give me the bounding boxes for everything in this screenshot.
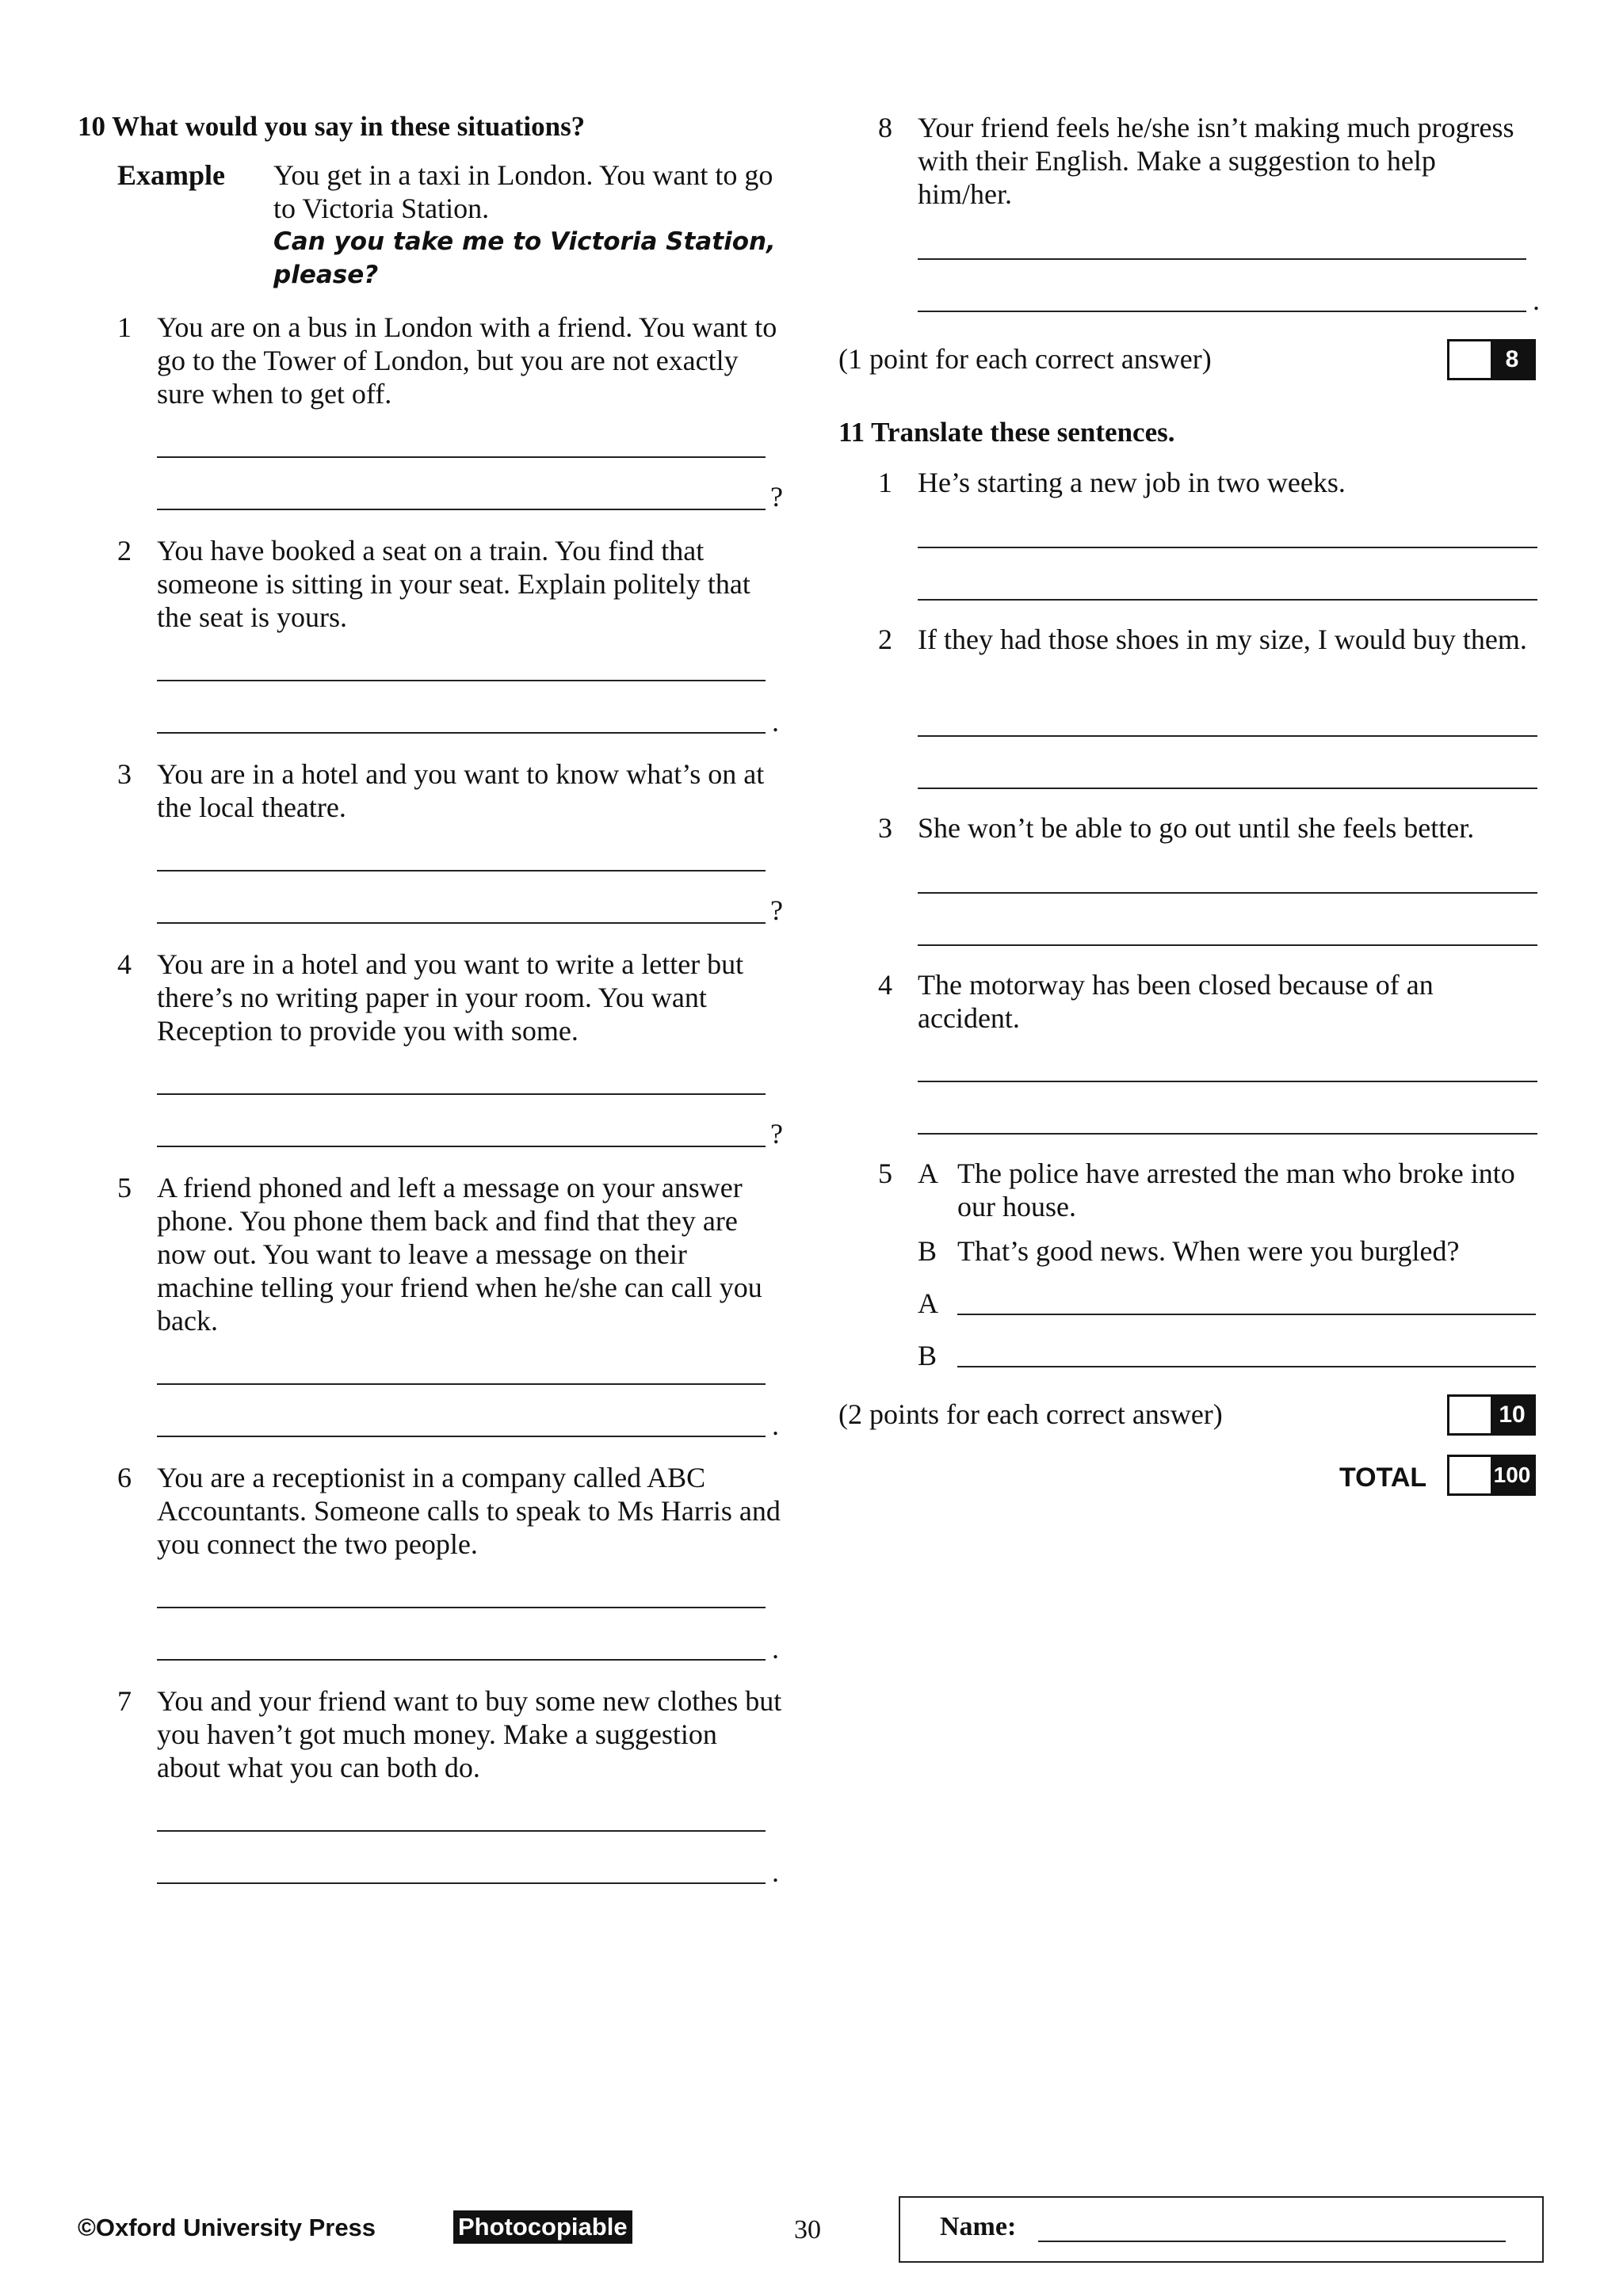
answer-line[interactable] — [918, 1081, 1537, 1082]
score-box[interactable] — [1447, 1394, 1536, 1436]
item-number: 7 — [117, 1685, 132, 1717]
answer-line[interactable] — [157, 870, 766, 871]
answer-line[interactable] — [918, 1133, 1537, 1135]
answer-line[interactable] — [918, 892, 1537, 894]
section-11-heading: 11 Translate these sentences. — [838, 417, 1175, 448]
sentence-text: The motorway has been closed because of an accident. — [918, 969, 1434, 1034]
answer-line[interactable] — [918, 258, 1526, 260]
item-number: 3 — [878, 812, 892, 844]
end-punctuation: . — [1533, 284, 1540, 316]
answer-line[interactable] — [957, 1314, 1536, 1315]
section-10-heading: 10 What would you say in these situations? — [78, 111, 586, 142]
answer-line[interactable] — [157, 732, 766, 734]
item-number: 1 — [117, 311, 132, 343]
item-number: 5 — [117, 1172, 132, 1203]
item-number: 8 — [878, 112, 892, 143]
end-punctuation: ? — [770, 1118, 783, 1150]
question-text: You are in a hotel and you want to write a letter but there’s no writing paper in your room. You want Reception to provide you with some. — [157, 948, 744, 1047]
answer-line[interactable] — [157, 509, 766, 510]
question-text: You have booked a seat on a train. You find that someone is sitting in your seat. Explain politely that the seat is yours. — [157, 535, 750, 633]
answer-line[interactable] — [157, 1882, 766, 1884]
sentence-text: He’s starting a new job in two weeks. — [918, 467, 1346, 498]
end-punctuation: . — [772, 706, 779, 738]
question-text: You are a receptionist in a company called ABC Accountants. Someone calls to speak to Ms Harris and you connect the two people. — [157, 1462, 781, 1560]
item-number: 4 — [878, 969, 892, 1001]
answer-line[interactable] — [157, 922, 766, 924]
points-note: (1 point for each correct answer) — [838, 343, 1212, 375]
total-label: TOTAL — [1339, 1463, 1427, 1493]
answer-line[interactable] — [918, 547, 1537, 548]
item-number: 1 — [878, 467, 892, 498]
name-label: Name: — [940, 2212, 1017, 2241]
answer-line[interactable] — [157, 456, 766, 458]
speaker-label: B — [918, 1235, 938, 1267]
item-number: 2 — [878, 624, 892, 655]
end-punctuation: . — [772, 1409, 779, 1441]
speaker-label: B — [918, 1340, 938, 1371]
item-number: 3 — [117, 758, 132, 790]
example-answer: Can you take me to Victoria Station, please? — [273, 227, 776, 289]
end-punctuation: ? — [770, 481, 783, 513]
answer-line[interactable] — [157, 1146, 766, 1147]
answer-line[interactable] — [157, 1383, 766, 1385]
item-number: 5 — [878, 1158, 892, 1189]
name-input-line[interactable] — [1038, 2241, 1506, 2242]
item-number: 4 — [117, 948, 132, 980]
answer-line[interactable] — [957, 1366, 1536, 1367]
score-value: 8 — [1491, 341, 1533, 378]
total-value: 100 — [1491, 1457, 1533, 1493]
answer-line[interactable] — [918, 944, 1537, 946]
answer-line[interactable] — [157, 680, 766, 681]
answer-line[interactable] — [157, 1830, 766, 1832]
points-note: (2 points for each correct answer) — [838, 1398, 1223, 1430]
answer-line[interactable] — [918, 735, 1537, 737]
dialogue-text: That’s good news. When were you burgled? — [957, 1235, 1460, 1267]
example-label: Example — [117, 159, 226, 191]
question-text: Your friend feels he/she isn’t making much progress with their English. Make a suggestion to help him/her. — [918, 112, 1514, 210]
speaker-label: A — [918, 1158, 938, 1189]
end-punctuation: . — [772, 1633, 779, 1665]
end-punctuation: . — [772, 1856, 779, 1888]
answer-line[interactable] — [918, 311, 1526, 312]
sentence-text: If they had those shoes in my size, I would buy them. — [918, 624, 1527, 655]
example-text: You get in a taxi in London. You want to go to Victoria Station. — [273, 159, 773, 224]
answer-line[interactable] — [918, 599, 1537, 601]
dialogue-text: The police have arrested the man who broke into our house. — [957, 1158, 1515, 1222]
question-text: You are on a bus in London with a friend. You want to go to the Tower of London, but you are not exactly sure when to get off. — [157, 311, 777, 410]
name-box — [899, 2196, 1544, 2263]
photocopiable-badge: Photocopiable — [453, 2210, 632, 2244]
score-value: 10 — [1491, 1397, 1533, 1433]
question-text: You and your friend want to buy some new clothes but you haven’t got much money. Make a suggestion about what you can both do. — [157, 1685, 782, 1783]
answer-line[interactable] — [157, 1659, 766, 1661]
speaker-label: A — [918, 1287, 938, 1319]
item-number: 6 — [117, 1462, 132, 1493]
item-number: 2 — [117, 535, 132, 566]
copyright: ©Oxford University Press — [78, 2214, 376, 2241]
total-box[interactable] — [1447, 1455, 1536, 1496]
answer-line[interactable] — [918, 788, 1537, 789]
answer-line[interactable] — [157, 1607, 766, 1608]
end-punctuation: ? — [770, 894, 783, 926]
page-number: 30 — [794, 2215, 821, 2245]
question-text: You are in a hotel and you want to know what’s on at the local theatre. — [157, 758, 765, 823]
answer-line[interactable] — [157, 1093, 766, 1095]
answer-line[interactable] — [157, 1436, 766, 1437]
question-text: A friend phoned and left a message on your answer phone. You phone them back and find that they are now out. You want to leave a message on their machine telling your friend when he/she can call you back. — [157, 1172, 762, 1337]
sentence-text: She won’t be able to go out until she feels better. — [918, 812, 1475, 844]
score-box[interactable] — [1447, 339, 1536, 380]
